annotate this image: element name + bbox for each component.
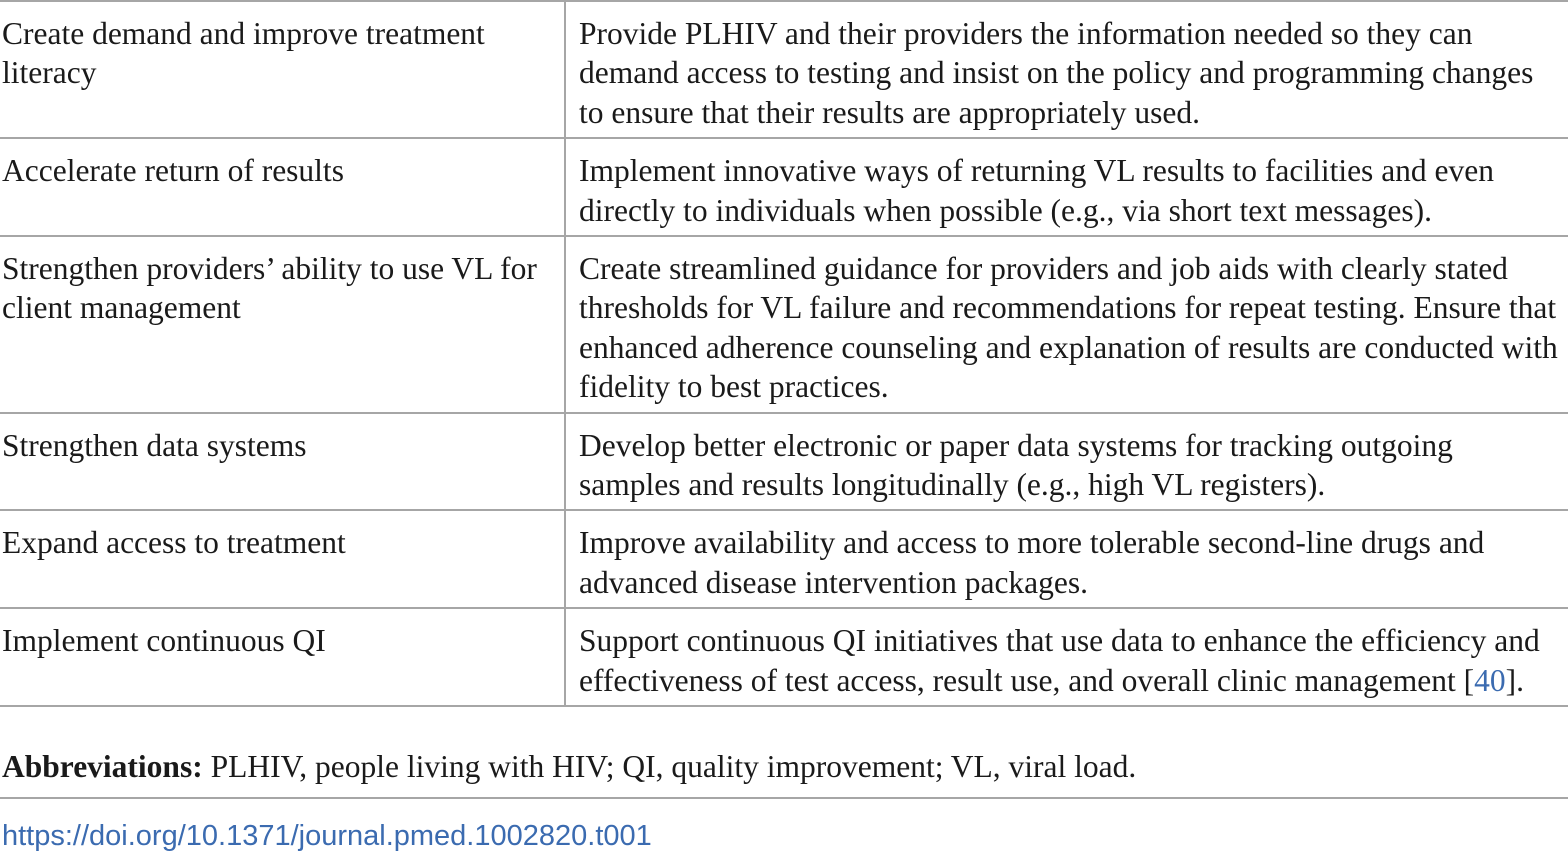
activity-cell: [565, 608, 1568, 706]
strategy-cell: Strengthen providers’ ability to use VL for client management: [0, 236, 565, 413]
ref-open: [: [1463, 662, 1475, 698]
activity-cell: Provide PLHIV and their providers the information needed so they can demand access to testing and insist on the policy and programming changes to ensure that their results are appropriately used.: [565, 1, 1568, 138]
table-row: [0, 413, 1568, 511]
activity-cell: Implement innovative ways of returning VL results to facilities and even directly to individuals when possible (e.g., via short text messages).: [565, 138, 1568, 236]
table-row: [0, 138, 1568, 236]
activity-cell: Develop better electronic or paper data systems for tracking outgoing samples and results longitudinally (e.g., high VL registers).: [565, 413, 1568, 511]
activity-cell: Improve availability and access to more tolerable second-line drugs and advanced disease intervention packages.: [565, 510, 1568, 608]
strategy-cell: Implement continuous QI: [0, 608, 565, 706]
reference-link[interactable]: 40: [1474, 662, 1506, 698]
strategy-cell: Expand access to treatment: [0, 510, 565, 608]
abbreviations-text: PLHIV, people living with HIV; QI, quality improvement; VL, viral load.: [202, 749, 1137, 784]
strategy-cell: Strengthen data systems: [0, 413, 565, 511]
activity-text: Support continuous QI initiatives that use data to enhance the efficiency and effectiveness of test access, result use, and overall clinic management: [579, 623, 1540, 698]
activity-cell: Create streamlined guidance for providers and job aids with clearly stated thresholds for VL failure and recommendations for repeat testing. Ensure that enhanced adherence counseling and explanation of results are conducted with fidelity to best practices.: [565, 236, 1568, 413]
footer-divider: [0, 797, 1568, 799]
strategy-cell: Accelerate return of results: [0, 138, 565, 236]
table-row: [0, 510, 1568, 608]
table-row: [0, 608, 1568, 706]
ref-close: ].: [1505, 662, 1524, 698]
abbreviations-label: Abbreviations:: [2, 749, 203, 784]
table-row: [0, 1, 1568, 138]
table-row: [0, 236, 1568, 413]
doi-link[interactable]: https://doi.org/10.1371/journal.pmed.1002820.t001: [2, 820, 652, 852]
strategy-cell: Create demand and improve treatment literacy: [0, 1, 565, 138]
abbreviations-footnote: [2, 747, 1136, 787]
